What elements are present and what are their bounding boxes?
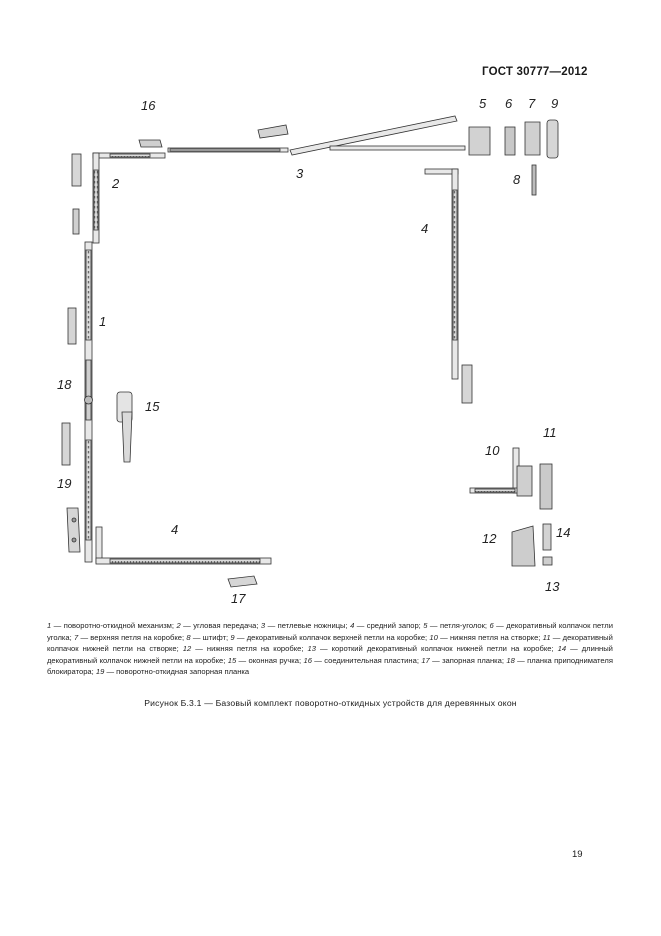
callout-12: 12 xyxy=(482,531,497,546)
legend-num: 1 xyxy=(47,621,52,630)
legend-num: 16 xyxy=(303,655,312,665)
legend-text: петлевые ножницы; xyxy=(277,621,348,630)
legend-num: 17 xyxy=(421,655,430,665)
legend-text: средний запор; xyxy=(366,621,421,630)
legend-num: 14 xyxy=(557,644,567,654)
callout-7: 7 xyxy=(528,96,536,111)
callout-14: 14 xyxy=(556,525,571,540)
legend-num: 3 xyxy=(260,621,266,630)
turn-tilt-striker-19 xyxy=(67,508,80,552)
legend-text: короткий декоративный колпачок нижней петли на коробке; xyxy=(331,644,554,654)
legend-text: нижняя петля на коробке; xyxy=(206,644,304,654)
callout-4-right: 4 xyxy=(421,221,429,236)
bottom-hinge-part xyxy=(517,466,532,496)
callout-5: 5 xyxy=(479,96,487,111)
legend-num: 4 xyxy=(350,621,355,630)
legend-num: 10 xyxy=(429,632,438,642)
window-handle-15 xyxy=(117,392,132,462)
legend-text: поворотно-откидной механизм; xyxy=(63,621,175,630)
callout-8: 8 xyxy=(513,172,521,187)
legend-text: декоративный колпачок нижней петли на створке; xyxy=(47,632,613,654)
legend-num: 12 xyxy=(182,644,192,654)
corner-cover xyxy=(72,154,81,186)
legend-text: декоративный колпачок петли уголка; xyxy=(47,621,613,642)
bottom-sash-hinge-cover-11 xyxy=(540,464,552,509)
callout-10: 10 xyxy=(485,443,500,458)
corner-drive-2 xyxy=(93,153,165,243)
hinge-scissors-3 xyxy=(168,116,465,155)
callout-15: 15 xyxy=(145,399,160,414)
side-plate xyxy=(68,308,76,344)
striker-plate-17 xyxy=(228,576,257,587)
legend-num: 6 xyxy=(489,621,494,630)
legend-text: запорная планка; xyxy=(442,655,504,665)
callout-6: 6 xyxy=(505,96,513,111)
callout-16: 16 xyxy=(141,98,156,113)
legend-num: 13 xyxy=(307,644,316,654)
middle-lock-4-right xyxy=(425,169,458,379)
long-cover-14 xyxy=(543,524,551,550)
legend-text: соединительная пластина; xyxy=(324,655,419,665)
legend-text: планка приподнимателя блокиратора; xyxy=(47,655,613,677)
turn-tilt-mechanism-1 xyxy=(85,242,93,562)
small-plate xyxy=(73,209,79,234)
callout-2: 2 xyxy=(112,176,120,191)
legend-num: 15 xyxy=(227,655,237,665)
legend-num: 18 xyxy=(506,655,515,665)
legend-text: поворотно-откидная запорная планка xyxy=(116,667,250,677)
legend-num: 8 xyxy=(186,632,191,642)
legend-num: 11 xyxy=(542,632,551,642)
right-striker xyxy=(462,365,472,403)
legend-num: 2 xyxy=(176,621,181,630)
corner-hinge-5 xyxy=(469,127,490,155)
legend-text: нижняя петля на створке; xyxy=(449,632,541,642)
connecting-plate-16 xyxy=(139,140,162,147)
callout-18: 18 xyxy=(57,377,72,392)
top-frame-hinge-7 xyxy=(525,122,540,155)
legend-text: декоративный колпачок верхней петли на коробке; xyxy=(246,632,428,642)
legend-num: 19 xyxy=(95,667,105,677)
legend-text: штифт; xyxy=(202,632,229,642)
legend-text: угловая передача; xyxy=(193,621,259,630)
figure-caption: Рисунок Б.3.1 — Базовый комплект поворотно-откидных устройств для деревянных окон xyxy=(144,698,517,708)
callout-9: 9 xyxy=(551,96,559,111)
pin-8 xyxy=(532,165,536,195)
callout-17: 17 xyxy=(231,591,246,606)
corner-hinge-cover-6 xyxy=(505,127,515,155)
legend-num: 7 xyxy=(73,632,79,642)
callout-3: 3 xyxy=(296,166,304,181)
callout-19: 19 xyxy=(57,476,72,491)
legend-text: петля-уголок; xyxy=(439,621,488,630)
short-cover-13 xyxy=(543,557,552,565)
legend-text: оконная ручка; xyxy=(248,655,302,665)
middle-lock-4-bottom xyxy=(96,527,271,564)
figure-legend: 1 — поворотно-откидной механизм; 2 — угловая передача; 3 — петлевые ножницы; 4 — средний запор; 5 — петля-уголок; 6 — декоративный колпачок петли уголка; 7 — верхняя петля на коробке; 8 — штифт; 9 — декоративный колпачок верхней петли на коробке; 10 — нижняя петля на створке; 11 — декоративный колпачок нижней петли на створке; 12 — нижняя петля на коробке; 13 — короткий декоративный колпачок нижней петли на коробке; 14 — длинный декоративный колпачок нижней петли на коробке; 15 — оконная ручка; 16 — соединительная пластина; 17 — запорная планка; 18 — планка приподнимателя блокиратора; 19 — поворотно-откидная запорная планка xyxy=(47,621,613,677)
legend-text: верхняя петля на коробке; xyxy=(90,632,185,642)
callout-13: 13 xyxy=(545,579,560,594)
callout-1: 1 xyxy=(99,314,107,329)
page-number: 19 xyxy=(572,849,583,860)
legend-num: 5 xyxy=(423,621,428,630)
legend-num: 9 xyxy=(230,632,235,642)
legend-text: длинный декоративный колпачок нижней петли на коробке; xyxy=(47,644,613,665)
top-hinge-cover-9 xyxy=(547,120,558,158)
lifter-strip-18 xyxy=(62,423,70,465)
bottom-frame-hinge-12 xyxy=(512,526,535,566)
standard-header: ГОСТ 30777—2012 xyxy=(482,66,588,78)
callout-11: 11 xyxy=(543,425,557,440)
callout-4-bottom: 4 xyxy=(171,522,179,537)
